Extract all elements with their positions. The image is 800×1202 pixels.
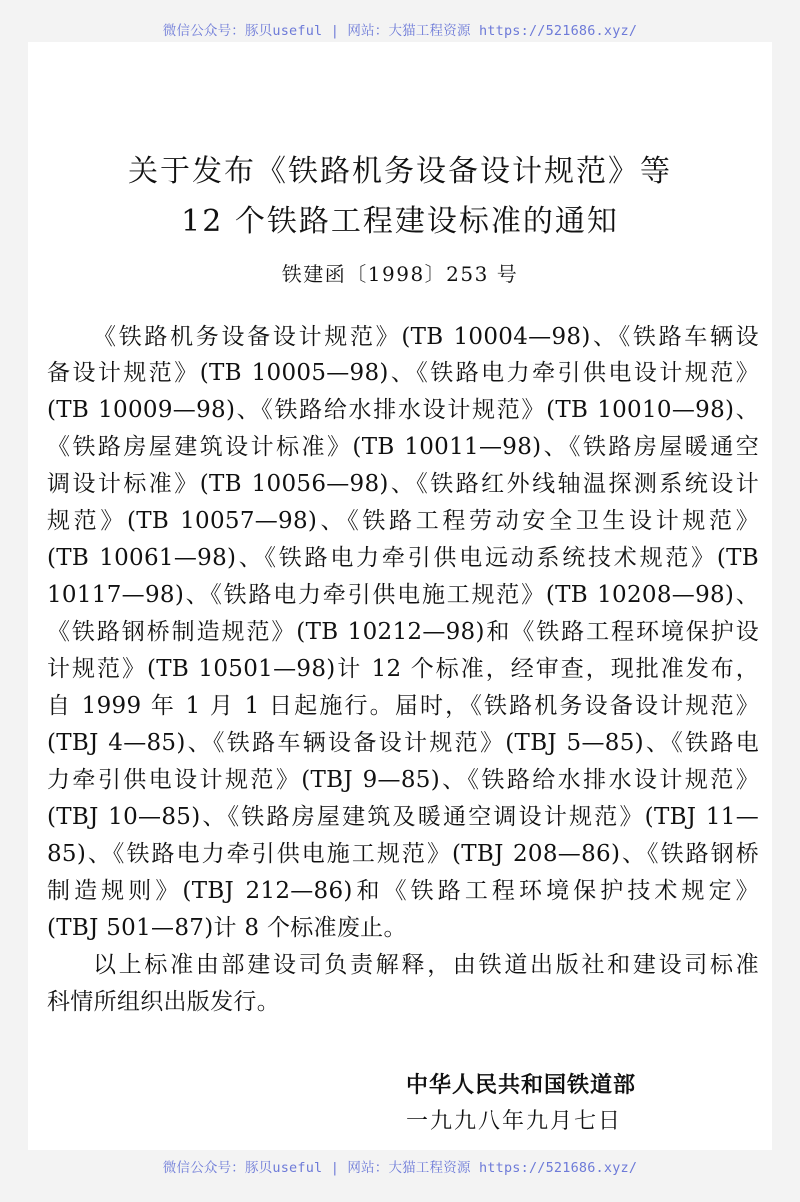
signature-organization: 中华人民共和国铁道部 [405,1072,636,1098]
body-line: (TB 10061—98)、《铁路电力牵引供电远动系统技术规范》(TB [47,545,759,571]
document-number: 铁建函〔1998〕253 号 [281,262,519,286]
body-line: 以上标准由部建设司负责解释，由铁道出版社和建设司标准 [93,952,759,978]
body-line: (TB 10009—98)、《铁路给水排水设计规范》(TB 10010—98)、 [47,397,759,423]
watermark-top: 微信公众号：豚贝useful | 网站：大猫工程资源 https://521686.xyz/ [162,23,638,39]
body-line: 《铁路钢桥制造规范》(TB 10212—98)和《铁路工程环境保护设 [47,619,759,645]
body-line: 《铁路房屋建筑设计标准》(TB 10011—98)、《铁路房屋暖通空 [47,434,759,460]
signature-date: 一九九八年九月七日 [405,1109,622,1134]
body-line: 力牵引供电设计规范》(TBJ 9—85)、《铁路给水排水设计规范》 [47,767,759,793]
body-line: 制造规则》(TBJ 212—86)和《铁路工程环境保护技术规定》 [47,878,759,904]
body-line: 调设计标准》(TB 10056—98)、《铁路红外线轴温探测系统设计 [47,471,759,497]
body-line: (TBJ 4—85)、《铁路车辆设备设计规范》(TBJ 5—85)、《铁路电 [47,730,759,756]
document-title-line1: 关于发布《铁路机务设备设计规范》等 [128,154,672,189]
body-line: 85)、《铁路电力牵引供电施工规范》(TBJ 208—86)、《铁路钢桥 [47,841,759,867]
body-line: 计规范》(TB 10501—98)计 12 个标准，经审查，现批准发布， [47,656,759,682]
document-title-line2: 12 个铁路工程建设标准的通知 [181,204,619,239]
body-line: 《铁路机务设备设计规范》(TB 10004—98)、《铁路车辆设 [93,324,759,350]
body-line: (TBJ 10—85)、《铁路房屋建筑及暖通空调设计规范》(TBJ 11— [47,804,759,830]
body-line: 科情所组织出版发行。 [47,989,280,1015]
body-line: 10117—98)、《铁路电力牵引供电施工规范》(TB 10208—98)、 [47,582,759,608]
body-line: 备设计规范》(TB 10005—98)、《铁路电力牵引供电设计规范》 [47,360,759,386]
body-line: 自 1999 年 1 月 1 日起施行。届时，《铁路机务设备设计规范》 [47,693,759,719]
watermark-bottom: 微信公众号：豚贝useful | 网站：大猫工程资源 https://521686.xyz/ [162,1160,638,1176]
body-line: 规范》(TB 10057—98)、《铁路工程劳动安全卫生设计规范》 [47,508,759,534]
body-line: (TBJ 501—87)计 8 个标准废止。 [47,915,407,941]
